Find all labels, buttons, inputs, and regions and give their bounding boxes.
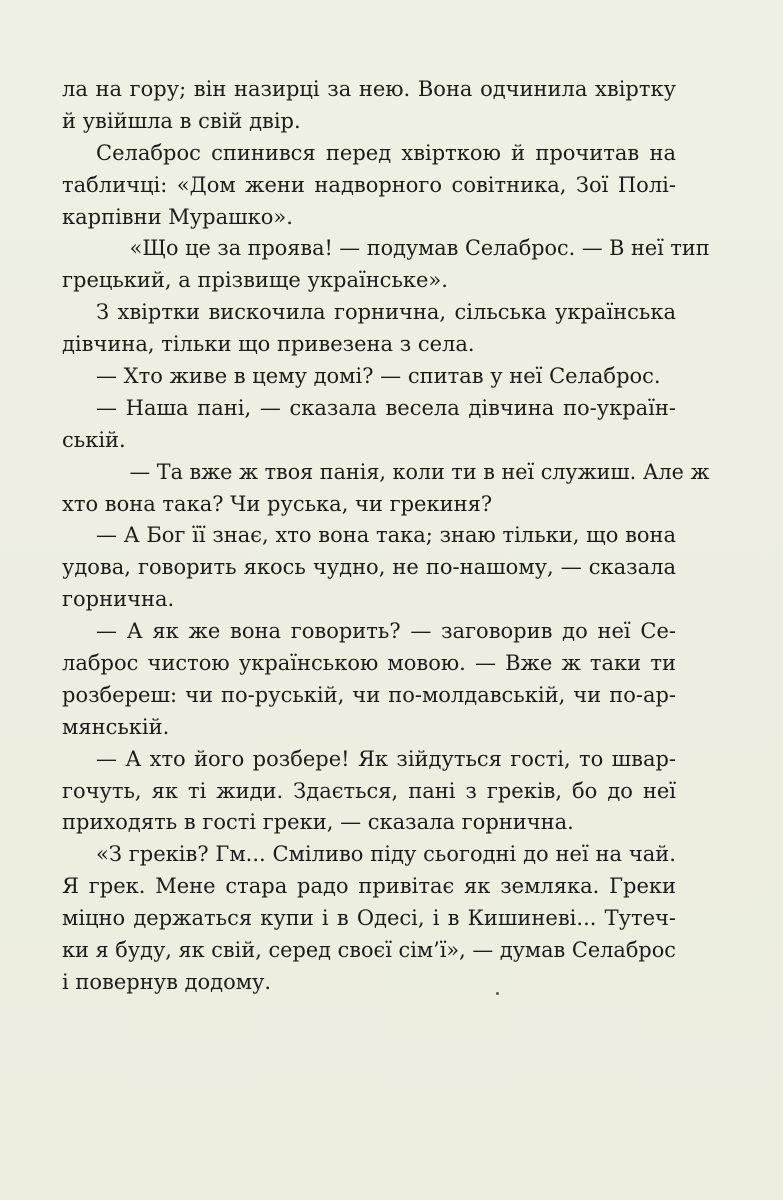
text-line: грецький, а прізвище українське». — [62, 268, 448, 293]
text-line: — А хто його розбере! Як зійдуться гості, то швар- — [96, 746, 676, 771]
text-line: Селаброс спинився перед хвірткою й прочитав на — [96, 140, 676, 165]
text-line: приходять в гості греки, — сказала горнична. — [62, 810, 574, 835]
text-line: дівчина, тільки що привезена з села. — [62, 332, 475, 357]
text-line: ки я буду, як свій, серед своєї сім’ї», — думав Селаброс — [62, 938, 676, 963]
page-text — [62, 74, 710, 999]
text-line: міцно держаться купи і в Одесі, і в Кишиневі... Тутеч- — [62, 906, 676, 931]
text-line: горнична. — [62, 587, 175, 612]
page-speck — [496, 992, 499, 995]
text-line: — Наша пані, — сказала весела дівчина по-україн- — [96, 395, 676, 420]
text-line: «З греків? Гм... Сміливо піду сьогодні до неї на чай. — [96, 842, 676, 867]
text-line: ській. — [62, 427, 126, 452]
text-line: «Що це за проява! — подумав Селаброс. — В неї тип — [129, 236, 710, 261]
text-line: розбереш: чи по-руській, чи по-молдавській, чи по-ар- — [62, 682, 677, 707]
text-line: З хвіртки вискочила горнична, сільська українська — [96, 300, 677, 325]
text-line: — Хто живе в цему домі? — спитав у неї Селаброс. — [96, 364, 661, 389]
text-line: хто вона така? Чи руська, чи грекиня? — [62, 491, 493, 516]
text-line: лаброс чистою українською мовою. — Вже ж таки ти — [62, 651, 676, 676]
text-line: Я грек. Мене стара радо привітає як земляка. Греки — [62, 874, 677, 899]
text-line: ла на гору; він назирці за нею. Вона одчинила хвіртку — [62, 77, 676, 101]
text-line: карпівни Мурашко». — [62, 204, 293, 229]
text-line: — А як же вона говорить? — заговорив до неї Се- — [96, 619, 676, 644]
text-line: — Та вже ж твоя панія, коли ти в неї служиш. Але ж — [129, 459, 710, 484]
text-line: і повернув додому. — [62, 969, 272, 994]
text-line: — А Бог її знає, хто вона така; знаю тільки, що вона — [96, 523, 677, 548]
text-line: гочуть, як ті жиди. Здається, пані з греків, бо до неї — [62, 778, 677, 803]
text-line: удова, говорить якось чудно, не по-нашому, — сказала — [62, 555, 677, 580]
text-line: й увійшла в свій двір. — [62, 108, 301, 133]
text-line: мянській. — [62, 714, 170, 739]
text-line: табличці: «Дом жени надворного совітника, Зої Полі- — [62, 172, 676, 197]
